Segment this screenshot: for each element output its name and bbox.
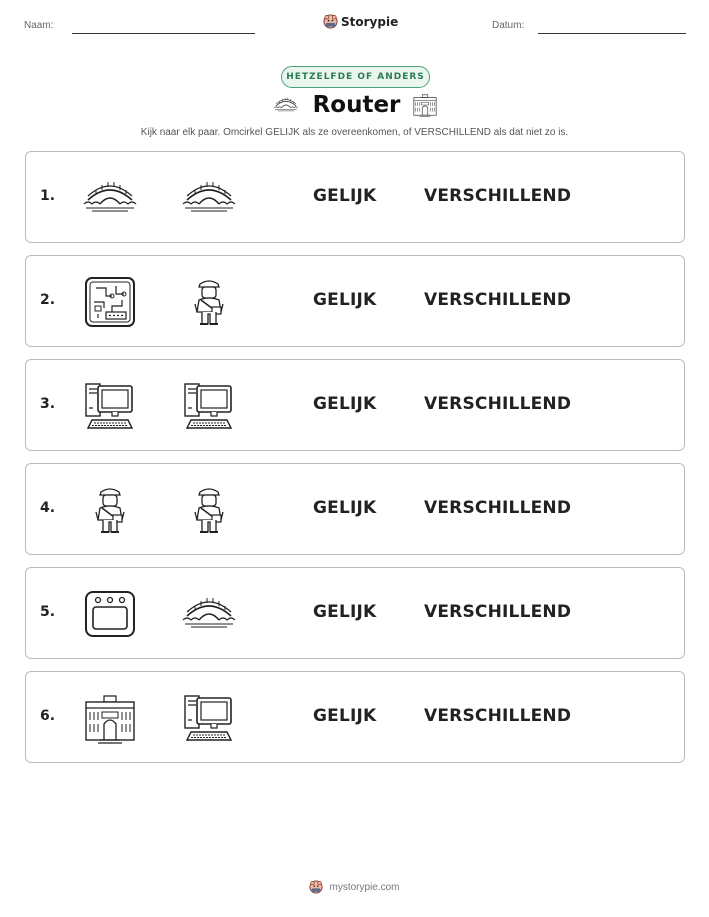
option-same[interactable]: GELIJK: [313, 602, 377, 622]
comparison-row: [25, 671, 685, 763]
oven-icon: [82, 586, 138, 642]
option-same[interactable]: GELIJK: [313, 186, 377, 206]
name-label: Naam:: [24, 20, 54, 31]
comparison-row: [25, 255, 685, 347]
option-different[interactable]: VERSCHILLEND: [424, 290, 572, 310]
bridge-icon: [181, 170, 237, 226]
footer: [0, 880, 709, 894]
worksheet-type-badge: HETZELFDE OF ANDERS: [281, 66, 430, 88]
post-office-building-icon: [410, 92, 440, 118]
comparison-row: [25, 359, 685, 451]
storypie-mascot-icon: [309, 880, 323, 894]
post-office-building-icon: [82, 690, 138, 746]
title-row: [0, 92, 709, 118]
comparison-row: [25, 151, 685, 243]
mail-carrier-icon: [181, 274, 237, 330]
row-number: 5.: [40, 604, 56, 620]
option-different[interactable]: VERSCHILLEND: [424, 186, 572, 206]
date-label: Datum:: [492, 20, 525, 31]
option-same[interactable]: GELIJK: [313, 290, 377, 310]
name-field-line[interactable]: [72, 33, 255, 34]
option-different[interactable]: VERSCHILLEND: [424, 498, 572, 518]
comparison-row: [25, 463, 685, 555]
row-number: 6.: [40, 708, 56, 724]
option-different[interactable]: VERSCHILLEND: [424, 706, 572, 726]
bridge-icon: [181, 586, 237, 642]
row-number: 2.: [40, 292, 56, 308]
desktop-computer-icon: [181, 378, 237, 434]
circuit-board-icon: [82, 274, 138, 330]
brand-name: Storypie: [341, 14, 399, 29]
option-different[interactable]: VERSCHILLEND: [424, 394, 572, 414]
instructions: Kijk naar elk paar. Omcirkel GELIJK als ze overeenkomen, of VERSCHILLEND als dat niet zo is.: [140, 127, 569, 138]
footer-url[interactable]: mystorypie.com: [329, 881, 400, 893]
mail-carrier-icon: [82, 482, 138, 538]
storypie-mascot-icon: [323, 14, 338, 29]
option-same[interactable]: GELIJK: [313, 498, 377, 518]
bridge-icon: [269, 92, 303, 118]
mail-carrier-icon: [181, 482, 237, 538]
comparison-row: [25, 567, 685, 659]
page-title: Router: [312, 92, 401, 118]
desktop-computer-icon: [181, 690, 237, 746]
row-number: 3.: [40, 396, 56, 412]
desktop-computer-icon: [82, 378, 138, 434]
option-same[interactable]: GELIJK: [313, 394, 377, 414]
option-different[interactable]: VERSCHILLEND: [424, 602, 572, 622]
date-field-line[interactable]: [538, 33, 686, 34]
bridge-icon: [82, 170, 138, 226]
row-number: 4.: [40, 500, 56, 516]
storypie-logo: [323, 14, 398, 29]
row-number: 1.: [40, 188, 56, 204]
option-same[interactable]: GELIJK: [313, 706, 377, 726]
